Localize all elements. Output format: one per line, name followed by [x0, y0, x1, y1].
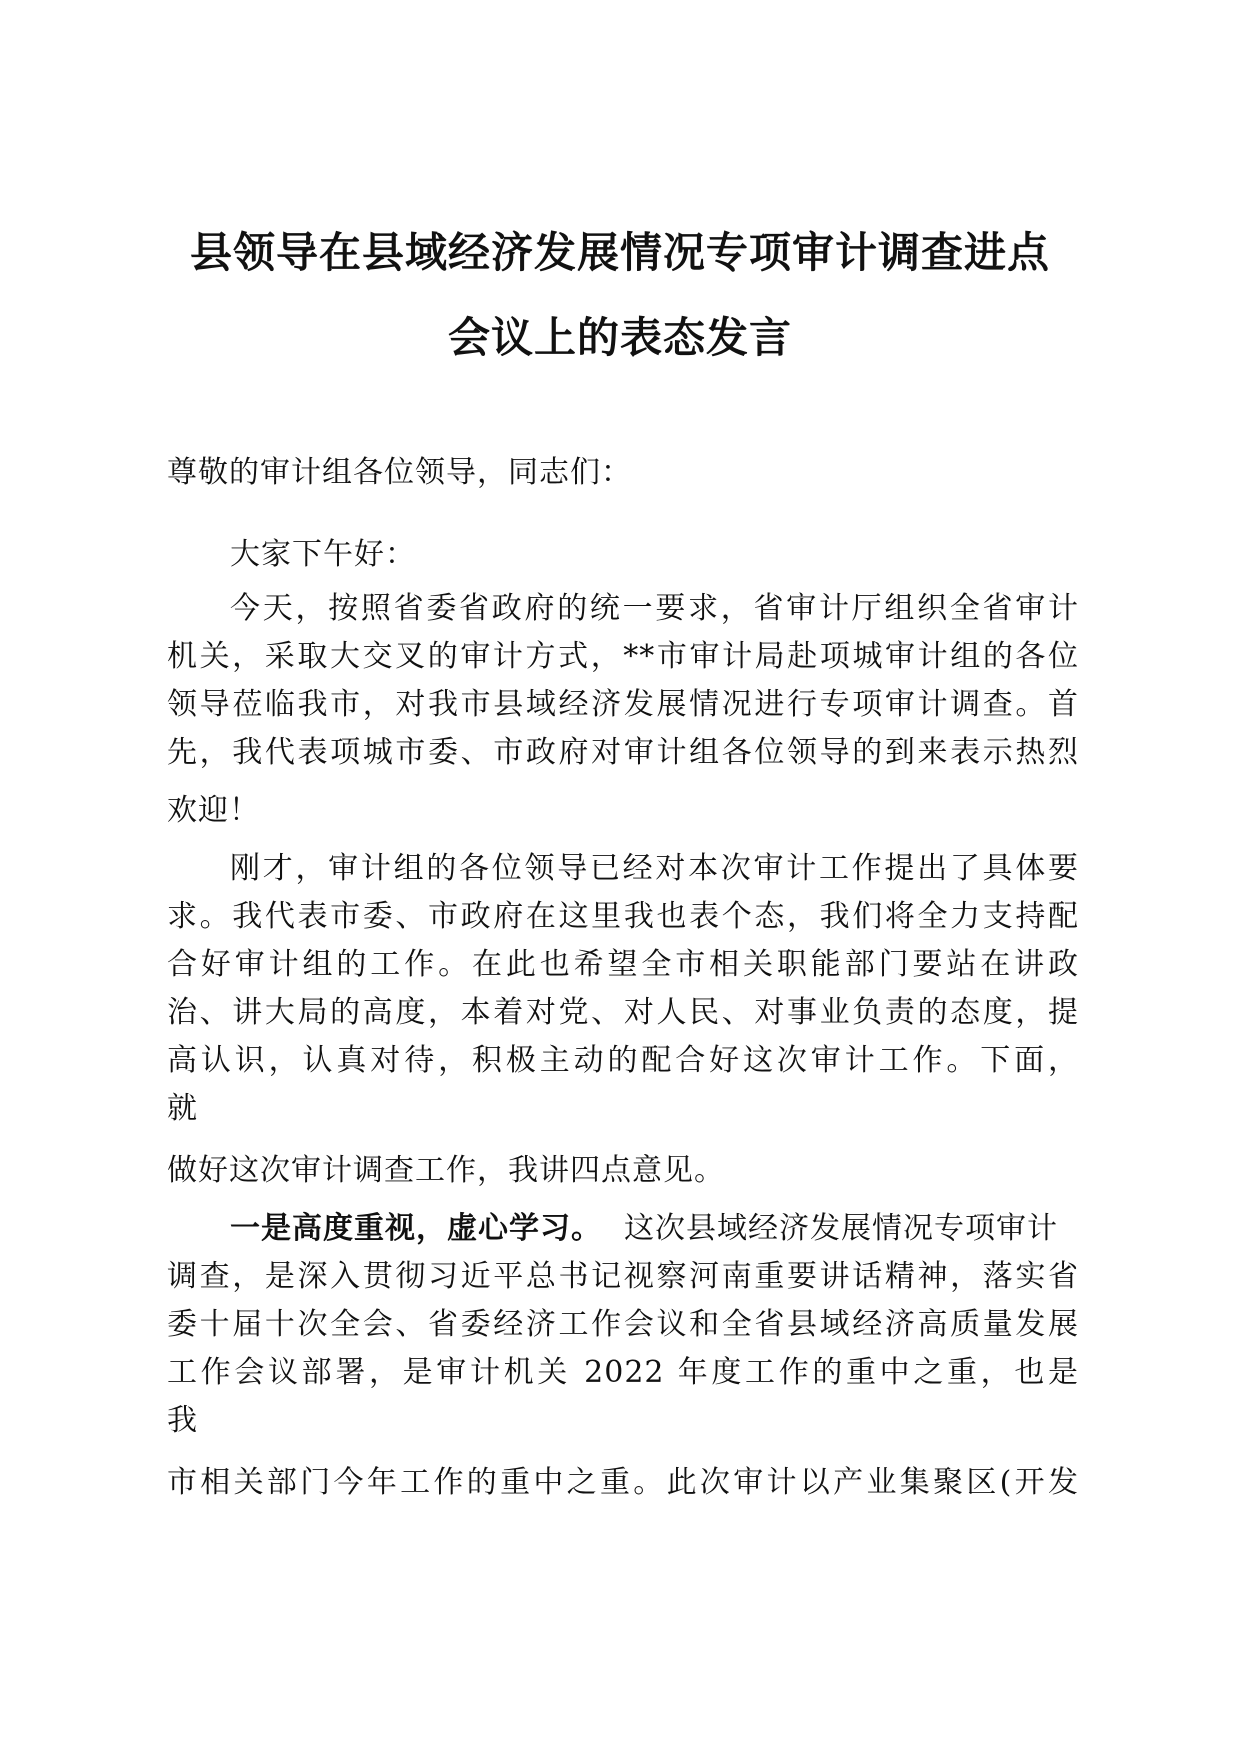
para2-line: 刚才，审计组的各位领导已经对本次审计工作提出了具体要 — [230, 851, 1079, 886]
para2-line: 治、讲大局的高度，本着对党、对人民、对事业负责的态度，提 — [167, 995, 1079, 1030]
para3-line: 调查，是深入贯彻习近平总书记视察河南重要讲话精神，落实省 — [167, 1259, 1079, 1294]
para3-line: 我 — [167, 1403, 198, 1438]
para2-line: 就 — [167, 1091, 198, 1126]
para3-line: 工作会议部署，是审计机关 2022 年度工作的重中之重，也是 — [167, 1355, 1079, 1390]
document-title-line-1: 县领导在县域经济发展情况专项审计调查进点 — [189, 228, 1050, 277]
para3-text: 这次县域经济发展情况专项审计 — [624, 1211, 1058, 1246]
salutation: 尊敬的审计组各位领导，同志们： — [167, 455, 632, 490]
para1-line: 先，我代表项城市委、市政府对审计组各位领导的到来表示热烈 — [167, 735, 1079, 770]
para2-line: 做好这次审计调查工作，我讲四点意见。 — [167, 1153, 725, 1188]
para2-line: 求。我代表市委、市政府在这里我也表个态，我们将全力支持配 — [167, 899, 1079, 934]
para3-line: 市相关部门今年工作的重中之重。此次审计以产业集聚区(开发 — [167, 1465, 1079, 1500]
para2-line: 高认识，认真对待，积极主动的配合好这次审计工作。下面， — [167, 1043, 1079, 1078]
para1-line: 领导莅临我市，对我市县域经济发展情况进行专项审计调查。首 — [167, 687, 1079, 722]
document-title-line-2: 会议上的表态发言 — [447, 313, 792, 362]
greeting: 大家下午好： — [230, 537, 416, 572]
para3-line — [230, 1209, 1079, 1249]
para1-line: 欢迎！ — [167, 793, 260, 828]
para2-line: 合好审计组的工作。在此也希望全市相关职能部门要站在讲政 — [167, 947, 1079, 982]
para3-heading: 一是高度重视，虚心学习。 — [230, 1211, 602, 1246]
para1-line: 今天，按照省委省政府的统一要求，省审计厅组织全省审计 — [230, 591, 1079, 626]
para1-line: 机关，采取大交叉的审计方式，**市审计局赴项城审计组的各位 — [167, 639, 1079, 674]
para3-line: 委十届十次全会、省委经济工作会议和全省县域经济高质量发展 — [167, 1307, 1079, 1342]
